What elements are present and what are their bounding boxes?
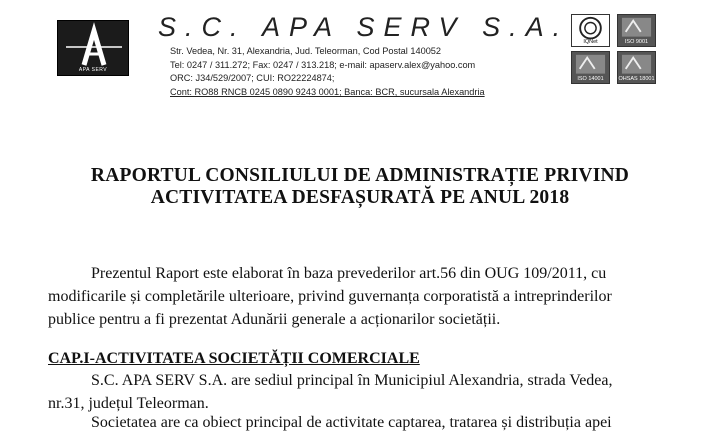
srac-iso9001-mark	[617, 14, 656, 47]
contact-line: Tel: 0247 / 311.272; Fax: 0247 / 313.218; e-mail: apaserv.alex@yahoo.com	[170, 60, 476, 70]
company-logo	[57, 20, 129, 76]
paragraph-line: Societatea are ca obiect principal de activitate captarea, tratarea și distribuția apei	[91, 414, 612, 431]
srac-iso14001-mark	[571, 51, 610, 84]
srac-ohsas-mark	[617, 51, 656, 84]
paragraph-line: modificarile și completările ulterioare, privind guvernanța corporatistă a intreprinderilor	[48, 288, 612, 305]
paragraph-line: Prezentul Raport este elaborat în baza prevederilor art.56 din OUG 109/2011, cu	[91, 265, 607, 282]
paragraph-line: nr.31, județul Teleorman.	[48, 395, 209, 412]
logo-caption: APA SERV	[78, 67, 108, 73]
iqnet-cert-mark	[571, 14, 610, 47]
paragraph-line: publice pentru a fi prezentat Adunării generale a acționarilor societății.	[48, 311, 501, 328]
cert-label: IQNet	[583, 39, 598, 45]
report-title-line2: ACTIVITATEA DESFAȘURATĂ PE ANUL 2018	[150, 187, 570, 208]
cert-label: OHSAS 18001	[618, 76, 655, 82]
cert-label: ISO 9001	[624, 39, 649, 45]
company-name: S.C. APA SERV S.A.	[158, 12, 570, 42]
address-line: Str. Vedea, Nr. 31, Alexandria, Jud. Teleorman, Cod Postal 140052	[170, 46, 442, 56]
report-title-line1: RAPORTUL CONSILIULUI DE ADMINISTRAȚIE PRIVIND	[90, 165, 630, 186]
bank-line: Cont: RO88 RNCB 0245 0890 9243 0001; Banca: BCR, sucursala Alexandria	[170, 87, 485, 97]
cert-label: ISO 14001	[577, 76, 604, 82]
paragraph-line: S.C. APA SERV S.A. are sediul principal în Municipiul Alexandria, strada Vedea,	[91, 372, 613, 389]
registration-line: ORC: J34/529/2007; CUI: RO22224874;	[170, 73, 335, 83]
chapter-heading: CAP.I-ACTIVITATEA SOCIETĂȚII COMERCIALE	[48, 350, 420, 367]
